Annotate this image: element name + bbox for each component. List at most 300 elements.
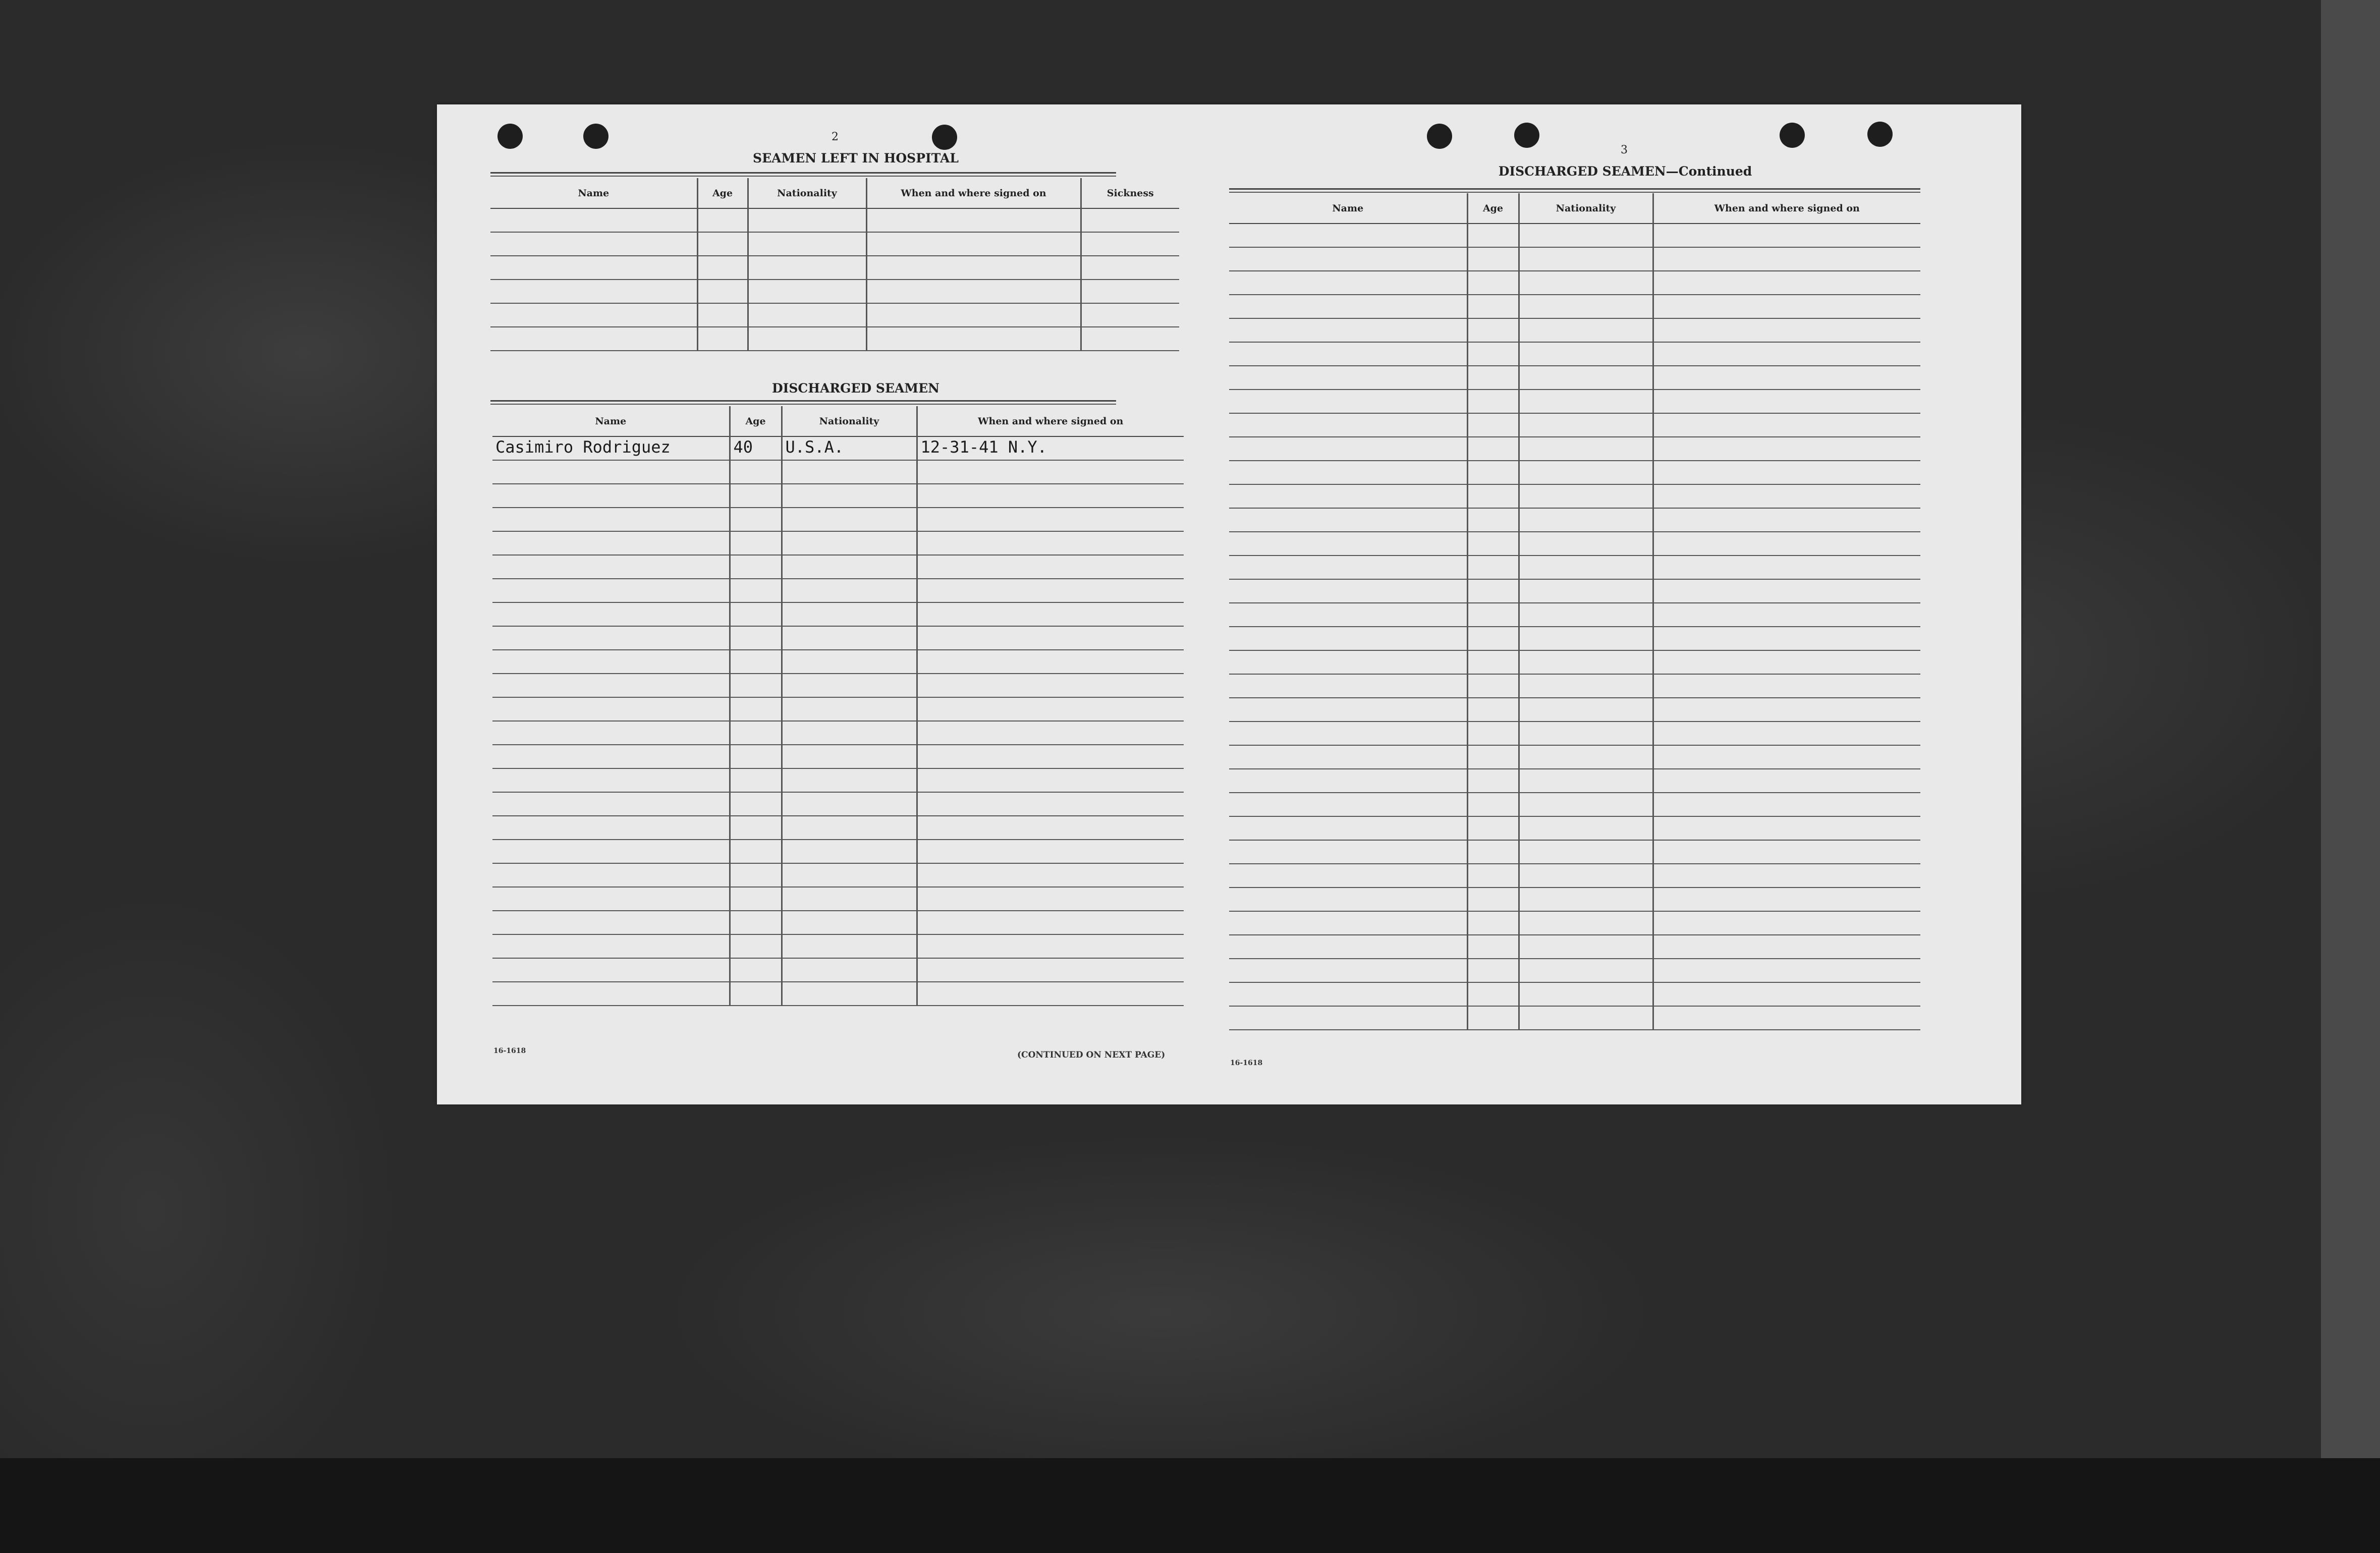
table-row — [1229, 793, 1920, 816]
table-cell — [1653, 318, 1920, 342]
table-cell — [1653, 840, 1920, 864]
column-header: Nationality — [748, 178, 866, 208]
table-cell — [1229, 318, 1467, 342]
table-cell — [782, 650, 917, 674]
table-row — [490, 256, 1179, 280]
cell-value — [1520, 595, 1523, 598]
table-cell — [782, 602, 917, 626]
cell-value — [731, 524, 734, 527]
cell-value — [492, 974, 495, 977]
table-cell — [1229, 437, 1467, 461]
table-cell — [697, 256, 748, 280]
table-cell — [1653, 982, 1920, 1006]
table-cell — [917, 792, 1184, 816]
table-cell — [1519, 603, 1653, 627]
table-cell — [1653, 793, 1920, 816]
table-cell — [1519, 982, 1653, 1006]
table-row — [490, 327, 1179, 351]
cell-value — [1520, 904, 1523, 907]
cell-value — [1229, 524, 1232, 527]
cell-value — [490, 343, 493, 346]
table-cell — [1519, 484, 1653, 508]
column-header: Name — [492, 406, 730, 436]
table-cell — [492, 816, 730, 840]
cell-value — [1468, 429, 1471, 432]
cell-value — [1654, 477, 1657, 480]
table-cell — [1229, 390, 1467, 413]
cell-value — [1229, 927, 1232, 930]
cell-value — [731, 642, 734, 645]
table-row — [1229, 982, 1920, 1006]
cell-value — [1229, 975, 1232, 978]
right-page — [1229, 104, 2021, 1104]
cell-value — [731, 832, 734, 835]
section-rule — [490, 400, 1116, 405]
table-cell — [782, 531, 917, 555]
table-cell — [1653, 816, 1920, 840]
table-cell — [1653, 461, 1920, 484]
cell-value — [492, 903, 495, 906]
cell-value — [1654, 335, 1657, 338]
table-cell — [1229, 484, 1467, 508]
table-row — [1229, 911, 1920, 935]
table-cell — [917, 626, 1184, 650]
table-cell — [492, 697, 730, 721]
cell-value — [731, 547, 734, 550]
table-cell — [1519, 247, 1653, 271]
table-cell — [730, 508, 782, 531]
table-cell — [730, 745, 782, 768]
table-cell — [782, 768, 917, 792]
table-cell — [917, 531, 1184, 555]
cell-value — [1468, 501, 1471, 504]
column-header: Age — [730, 406, 782, 436]
table-cell — [490, 208, 697, 232]
table-row — [492, 982, 1184, 1006]
table-cell — [1519, 224, 1653, 247]
table-cell — [697, 327, 748, 351]
table-cell — [1467, 627, 1519, 650]
cell-value — [1654, 311, 1657, 314]
cell-value — [1229, 263, 1232, 266]
table-cell — [1467, 603, 1519, 627]
cell-value — [918, 832, 921, 835]
table-cell — [1467, 816, 1519, 840]
cell-value — [490, 248, 493, 251]
page-number: 3 — [1621, 144, 1628, 156]
table-cell — [1229, 864, 1467, 888]
cell-value — [1082, 225, 1085, 228]
cell-value — [918, 785, 921, 788]
cell-value — [918, 500, 921, 503]
table-cell — [1467, 745, 1519, 769]
table-cell — [492, 887, 730, 911]
cell-value — [1520, 501, 1523, 504]
table-cell — [782, 484, 917, 508]
cell-value — [1654, 999, 1657, 1002]
cell-value — [749, 272, 752, 275]
table-cell — [492, 460, 730, 484]
table-cell — [782, 579, 917, 602]
table-cell — [1229, 840, 1467, 864]
cell-value — [1654, 643, 1657, 646]
table-cell — [1229, 224, 1467, 247]
table-cell — [1229, 295, 1467, 318]
cell-value — [1520, 785, 1523, 788]
table-cell — [490, 280, 697, 303]
table-row — [1229, 437, 1920, 461]
table-row — [492, 792, 1184, 816]
table-cell — [1653, 532, 1920, 556]
table-cell — [1519, 556, 1653, 579]
cell-value — [1654, 287, 1657, 290]
cell-value — [1229, 667, 1232, 670]
cell-value — [1654, 572, 1657, 575]
table-row — [1229, 295, 1920, 318]
cell-value — [492, 476, 495, 479]
cell-value — [1229, 619, 1232, 622]
table-cell — [1519, 295, 1653, 318]
cell-value — [783, 927, 786, 930]
table-cell — [1653, 674, 1920, 698]
cell-value — [698, 343, 701, 346]
cell-value — [731, 571, 734, 574]
cell-value — [783, 619, 786, 622]
table-row — [1229, 674, 1920, 698]
table-cell — [1467, 840, 1519, 864]
cell-value — [1229, 738, 1232, 741]
table-cell — [1519, 342, 1653, 366]
table-cell — [697, 232, 748, 256]
table-cell — [1519, 413, 1653, 437]
table-cell — [492, 840, 730, 863]
cell-value — [1520, 761, 1523, 764]
form-code: 16-1618 — [493, 1047, 526, 1055]
table-cell — [492, 531, 730, 555]
table-cell — [1519, 816, 1653, 840]
table-cell — [1653, 1006, 1920, 1030]
cell-value — [1229, 335, 1232, 338]
table-row — [492, 745, 1184, 768]
table-cell — [782, 863, 917, 887]
table-cell — [490, 327, 697, 351]
form-code: 16-1618 — [1230, 1059, 1263, 1067]
scan-edge-right — [2321, 0, 2380, 1488]
cell-value — [1229, 311, 1232, 314]
table-cell — [730, 650, 782, 674]
cell-value — [918, 524, 921, 527]
cell-value — [1229, 880, 1232, 883]
table-row — [1229, 366, 1920, 390]
cell-value — [1520, 287, 1523, 290]
cell-value — [1229, 572, 1232, 575]
table-row — [492, 721, 1184, 745]
cell-value — [1468, 572, 1471, 575]
table-cell — [492, 863, 730, 887]
table-cell — [730, 484, 782, 508]
table-cell — [1467, 366, 1519, 390]
table-cell — [917, 840, 1184, 863]
cell-value — [731, 808, 734, 811]
cell-value — [1229, 287, 1232, 290]
cell-value — [749, 319, 752, 322]
cell-value — [783, 903, 786, 906]
table-cell — [748, 208, 866, 232]
cell-value — [492, 951, 495, 954]
table-cell — [1653, 390, 1920, 413]
table-cell — [782, 436, 917, 460]
table-cell — [1467, 793, 1519, 816]
table-cell — [917, 436, 1184, 460]
table-cell — [1229, 888, 1467, 911]
table-row — [490, 303, 1179, 327]
cell-value — [492, 761, 495, 764]
table-cell — [866, 208, 1081, 232]
table-row — [492, 626, 1184, 650]
cell-value — [1654, 738, 1657, 741]
table-row — [1229, 959, 1920, 982]
table-cell — [492, 934, 730, 958]
table-row — [1229, 342, 1920, 366]
cell-value — [1520, 335, 1523, 338]
table-row — [492, 460, 1184, 484]
table-cell — [490, 303, 697, 327]
table-row — [490, 208, 1179, 232]
cell-value — [918, 808, 921, 811]
table-row — [1229, 650, 1920, 674]
cell-value — [698, 272, 701, 275]
table-row — [1229, 840, 1920, 864]
table-cell — [1653, 722, 1920, 745]
cell-value — [1468, 975, 1471, 978]
table-cell — [1519, 579, 1653, 603]
cell-value — [783, 832, 786, 835]
table-cell — [1519, 864, 1653, 888]
cell-value — [731, 595, 734, 598]
table-cell — [730, 840, 782, 863]
table-cell — [730, 982, 782, 1006]
cell-value — [918, 642, 921, 645]
cell-value — [1468, 833, 1471, 836]
cell-value — [1654, 809, 1657, 812]
cell-value — [918, 761, 921, 764]
table-row — [492, 508, 1184, 531]
table-cell — [1229, 342, 1467, 366]
table-cell — [730, 626, 782, 650]
table-row — [1229, 532, 1920, 556]
table-cell — [730, 911, 782, 934]
cell-value — [918, 619, 921, 622]
table-cell — [1519, 959, 1653, 982]
cell-value — [1654, 501, 1657, 504]
cell-value — [1468, 311, 1471, 314]
cell-value — [1468, 287, 1471, 290]
table-cell — [1519, 769, 1653, 793]
cell-value — [1520, 477, 1523, 480]
table-cell — [1653, 650, 1920, 674]
table-cell — [782, 958, 917, 982]
table-cell — [730, 934, 782, 958]
table-cell — [697, 280, 748, 303]
table-row — [492, 887, 1184, 911]
table-cell — [730, 721, 782, 745]
cell-value — [490, 225, 493, 228]
cell-value — [1468, 690, 1471, 693]
cell-value — [1082, 319, 1085, 322]
table-cell — [917, 768, 1184, 792]
cell-value — [1229, 501, 1232, 504]
left-page — [437, 104, 1194, 1104]
table-row — [492, 911, 1184, 934]
table-cell — [1653, 627, 1920, 650]
table-row — [1229, 247, 1920, 271]
cell-value — [1468, 927, 1471, 930]
table-row — [492, 840, 1184, 863]
table-cell — [866, 327, 1081, 351]
table-cell — [1467, 461, 1519, 484]
cell-value — [749, 248, 752, 251]
table-cell — [1467, 769, 1519, 793]
cell-value — [783, 974, 786, 977]
table-cell — [1653, 959, 1920, 982]
cell-value — [1468, 263, 1471, 266]
cell-value — [492, 595, 495, 598]
table-cell — [1467, 1006, 1519, 1030]
cell-value — [1654, 667, 1657, 670]
cell-value — [1520, 690, 1523, 693]
table-cell — [1229, 982, 1467, 1006]
cell-value — [492, 500, 495, 503]
cell-value — [918, 974, 921, 977]
discharged-header-row — [492, 406, 1184, 436]
column-header: Name — [490, 178, 697, 208]
cell-value — [492, 619, 495, 622]
table-cell — [782, 816, 917, 840]
table-cell — [1653, 579, 1920, 603]
cell-value — [1468, 761, 1471, 764]
table-cell — [1653, 556, 1920, 579]
column-header: When and where signed on — [917, 406, 1184, 436]
table-cell — [1467, 484, 1519, 508]
cell-value — [918, 690, 921, 693]
cell-value — [1654, 240, 1657, 243]
table-cell — [782, 555, 917, 579]
table-cell — [730, 958, 782, 982]
table-cell — [492, 911, 730, 934]
cell-value — [1654, 785, 1657, 788]
cell-value — [731, 500, 734, 503]
table-cell — [1467, 674, 1519, 698]
cell-value — [1654, 904, 1657, 907]
cell-value — [783, 785, 786, 788]
cell-value — [731, 856, 734, 859]
table-row — [492, 934, 1184, 958]
cell-value — [918, 595, 921, 598]
table-cell — [1081, 256, 1179, 280]
cell-value: 12-31-41 N.Y. — [920, 437, 1047, 457]
table-cell — [917, 887, 1184, 911]
cell-value — [731, 879, 734, 882]
table-cell — [1467, 959, 1519, 982]
table-cell — [730, 674, 782, 697]
cell-value — [731, 974, 734, 977]
cell-value — [1229, 1022, 1232, 1025]
cell-value — [698, 319, 701, 322]
cell-value — [783, 998, 786, 1001]
column-header: Nationality — [1519, 193, 1653, 224]
cell-value — [1468, 714, 1471, 717]
table-cell — [730, 792, 782, 816]
table-cell — [1467, 864, 1519, 888]
table-cell — [1229, 579, 1467, 603]
cell-value — [1468, 904, 1471, 907]
cell-value — [731, 713, 734, 716]
table-cell — [1229, 959, 1467, 982]
cell-value — [492, 856, 495, 859]
cell-value — [1468, 856, 1471, 859]
cell-value — [1520, 667, 1523, 670]
cell-value — [1229, 406, 1232, 409]
cell-value — [1654, 880, 1657, 883]
cell-value — [1229, 548, 1232, 551]
cell-value — [492, 713, 495, 716]
table-cell — [1653, 437, 1920, 461]
cell-value — [492, 785, 495, 788]
cell-value — [492, 642, 495, 645]
cell-value — [918, 927, 921, 930]
table-cell — [1467, 390, 1519, 413]
cell-value — [1082, 248, 1085, 251]
cell-value — [1654, 548, 1657, 551]
cell-value — [731, 998, 734, 1001]
table-cell — [782, 840, 917, 863]
table-cell — [1519, 840, 1653, 864]
table-cell — [1653, 698, 1920, 722]
cell-value — [783, 571, 786, 574]
table-cell — [866, 256, 1081, 280]
table-cell — [1229, 793, 1467, 816]
table-cell — [917, 579, 1184, 602]
table-cell — [1653, 508, 1920, 532]
table-cell — [1467, 982, 1519, 1006]
table-cell — [1519, 793, 1653, 816]
table-cell — [1229, 674, 1467, 698]
table-row — [490, 280, 1179, 303]
cell-value: U.S.A. — [785, 437, 844, 457]
cell-value — [1520, 1022, 1523, 1025]
cell-value — [492, 879, 495, 882]
cell-value — [1229, 358, 1232, 361]
cell-value — [918, 737, 921, 740]
column-header: Age — [1467, 193, 1519, 224]
table-cell — [492, 579, 730, 602]
cell-value — [1468, 382, 1471, 385]
table-cell — [782, 792, 917, 816]
table-cell — [1653, 271, 1920, 295]
table-cell — [917, 602, 1184, 626]
table-cell — [1519, 508, 1653, 532]
cell-value: Casimiro Rodriguez — [495, 437, 671, 457]
cell-value — [1468, 524, 1471, 527]
cell-value — [1654, 263, 1657, 266]
cell-value — [1468, 240, 1471, 243]
cell-value — [1468, 667, 1471, 670]
table-cell — [1229, 556, 1467, 579]
column-header: Nationality — [782, 406, 917, 436]
cell-value — [490, 319, 493, 322]
cell-value — [1229, 714, 1232, 717]
table-cell — [1467, 413, 1519, 437]
